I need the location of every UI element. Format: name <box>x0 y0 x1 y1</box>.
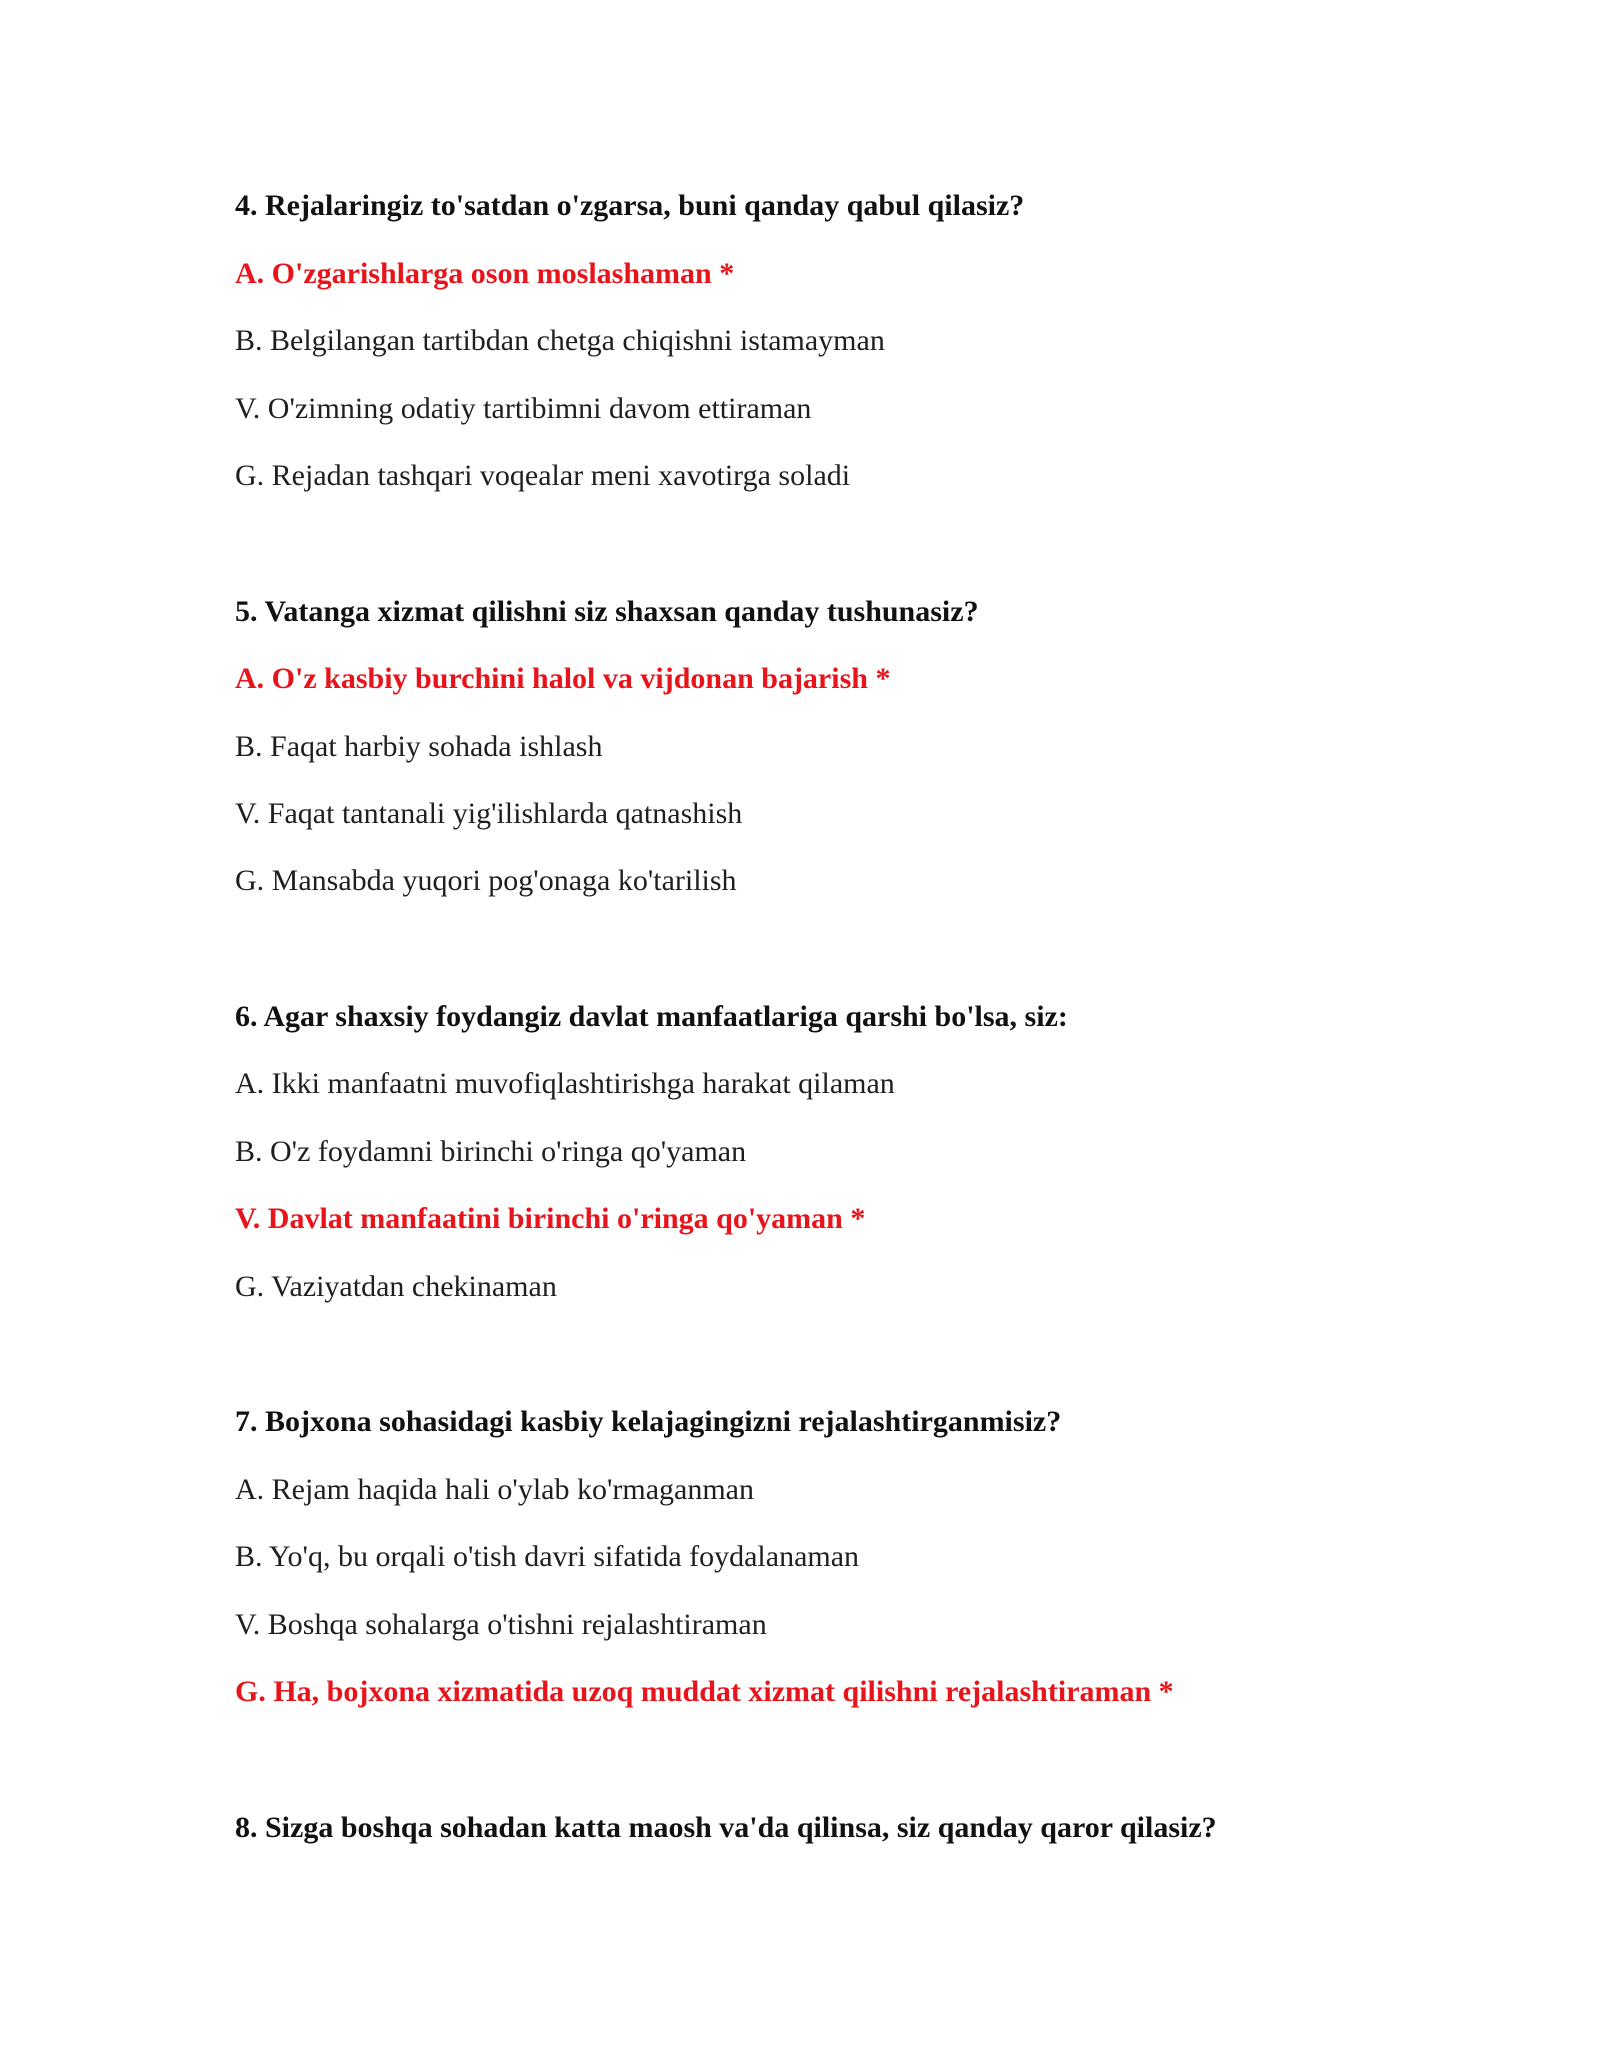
option-a: A. Ikki manfaatni muvofiqlashtirishga harakat qilaman <box>235 1067 895 1100</box>
option-g: G. Mansabda yuqori pog'onaga ko'tarilish <box>235 864 737 897</box>
option-g: G. Rejadan tashqari voqealar meni xavotirga soladi <box>235 459 851 492</box>
option-a: A. Rejam haqida hali o'ylab ko'rmaganman <box>235 1473 754 1506</box>
option-v: V. O'zimning odatiy tartibimni davom ettiraman <box>235 392 812 425</box>
question-text: 6. Agar shaxsiy foydangiz davlat manfaatlariga qarshi bo'lsa, siz: <box>235 1000 1068 1033</box>
option-b: B. Belgilangan tartibdan chetga chiqishni istamayman <box>235 324 885 357</box>
question-text: 4. Rejalaringiz to'satdan o'zgarsa, buni qanday qabul qilasiz? <box>235 189 1025 222</box>
document-page <box>235 0 1435 2070</box>
option-b: B. O'z foydamni birinchi o'ringa qo'yaman <box>235 1135 747 1168</box>
question-text: 5. Vatanga xizmat qilishni siz shaxsan qanday tushunasiz? <box>235 595 979 628</box>
option-v: V. Boshqa sohalarga o'tishni rejalashtiraman <box>235 1608 767 1641</box>
question-text: 8. Sizga boshqa sohadan katta maosh va'da qilinsa, siz qanday qaror qilasiz? <box>235 1811 1217 1844</box>
option-b: B. Faqat harbiy sohada ishlash <box>235 730 603 763</box>
option-b: B. Yo'q, bu orqali o'tish davri sifatida foydalanaman <box>235 1540 860 1573</box>
option-v: V. Faqat tantanali yig'ilishlarda qatnashish <box>235 797 743 830</box>
option-g: G. Vaziyatdan chekinaman <box>235 1270 557 1303</box>
option-g: G. Ha, bojxona xizmatida uzoq muddat xizmat qilishni rejalashtiraman * <box>235 1675 1174 1708</box>
option-a: A. O'zgarishlarga oson moslashaman * <box>235 257 735 290</box>
question-text: 7. Bojxona sohasidagi kasbiy kelajagingizni rejalashtirganmisiz? <box>235 1405 1062 1438</box>
option-a: A. O'z kasbiy burchini halol va vijdonan bajarish * <box>235 662 891 695</box>
option-v: V. Davlat manfaatini birinchi o'ringa qo'yaman * <box>235 1202 866 1235</box>
